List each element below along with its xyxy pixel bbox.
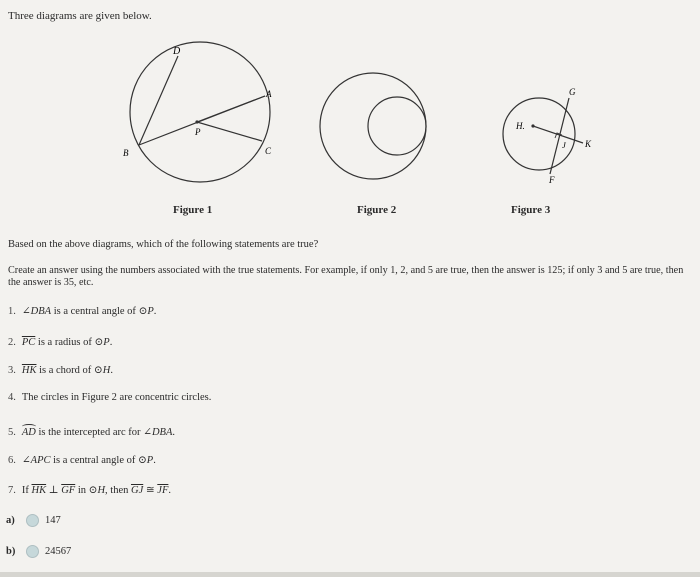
statement-term: ⊙P [137, 455, 154, 466]
answer-value: 24567 [45, 546, 72, 557]
statement-text: in [75, 485, 89, 496]
label-C: C [265, 146, 272, 156]
statement-number: 7. [8, 485, 16, 496]
answer-option-a[interactable] [6, 514, 61, 527]
statement-text: is a radius of [35, 337, 95, 348]
statement-number: 1. [8, 306, 16, 317]
statement-6 [8, 454, 156, 466]
statement-term: ⊙H [88, 485, 106, 496]
label-P: P [195, 127, 201, 137]
statement-term: ∠DBA [21, 306, 52, 317]
statement-number: 3. [8, 365, 16, 376]
statement-3 [8, 364, 113, 376]
statement-text: is a central angle of [50, 455, 138, 466]
statement-text: . [153, 306, 157, 317]
statement-text: . [168, 485, 171, 496]
answer-letter: b) [6, 546, 16, 557]
figure-2-label: Figure 2 [357, 204, 397, 216]
statement-text: . [110, 365, 113, 376]
statement-term: ⊙H [93, 365, 111, 376]
statement-term: GF [61, 485, 76, 496]
radio-button[interactable] [26, 514, 39, 527]
statement-text: ≅ [143, 485, 158, 496]
statement-term: JF [157, 485, 169, 496]
figure-3 [503, 87, 592, 185]
statement-term: HK [21, 365, 37, 376]
statement-text: . [153, 455, 156, 466]
statement-number: 5. [8, 427, 16, 438]
statement-text: , then [105, 485, 131, 496]
statement-term: ∠APC [21, 455, 51, 466]
figure-1-label: Figure 1 [173, 204, 213, 216]
answer-value: 147 [45, 515, 61, 526]
statement-2 [8, 336, 112, 348]
label-F: F [549, 175, 555, 185]
statement-7 [8, 484, 171, 496]
label-J: J [562, 140, 566, 150]
statement-term: ⊙P [138, 306, 154, 317]
figure-3-label: Figure 3 [511, 204, 551, 216]
statement-term: HK [31, 485, 47, 496]
statement-1 [8, 305, 156, 317]
figures-diagram [0, 40, 700, 220]
statement-number: 4. [8, 392, 16, 403]
statement-text: . [109, 337, 113, 348]
statement-text: is a central angle of [51, 306, 139, 317]
statement-term: ∠DBA [143, 427, 173, 438]
label-H: H. [516, 121, 525, 131]
label-B: B [123, 148, 129, 158]
statement-text: ⊥ [46, 485, 62, 496]
statement-term: AD [21, 427, 36, 438]
statement-term: ⊙P [94, 337, 110, 348]
answer-letter: a) [6, 515, 15, 526]
intro-text: Three diagrams are given below. [8, 10, 152, 22]
statement-4 [8, 392, 211, 403]
statement-text: is a chord of [36, 365, 94, 376]
statement-text: . [172, 427, 176, 438]
label-K: K [585, 139, 592, 149]
statement-text: The circles in Figure 2 are concentric circles. [21, 392, 212, 403]
figure-2 [320, 73, 426, 179]
answer-option-b[interactable] [6, 545, 71, 558]
radio-button[interactable] [26, 545, 39, 558]
statement-term: GJ [130, 485, 144, 496]
figure-1 [123, 42, 272, 182]
bottom-divider [0, 572, 700, 577]
label-D: D [173, 46, 181, 57]
statement-term: PC [21, 337, 36, 348]
statement-number: 2. [8, 337, 16, 348]
statement-5 [8, 426, 175, 438]
statement-text: is the intercepted arc for [35, 427, 144, 438]
label-A: A [266, 89, 272, 99]
statement-text: If [21, 485, 32, 496]
label-G: G [569, 87, 576, 97]
statement-number: 6. [8, 455, 16, 466]
question-text: Based on the above diagrams, which of the following statements are true? [8, 239, 319, 250]
instructions-text: Create an answer using the numbers associated with the true statements. For example, if only 1, 2, and 5 are true, then the answer is 125; if only 3 and 5 are true, then the answer is 35, etc. [8, 265, 684, 288]
